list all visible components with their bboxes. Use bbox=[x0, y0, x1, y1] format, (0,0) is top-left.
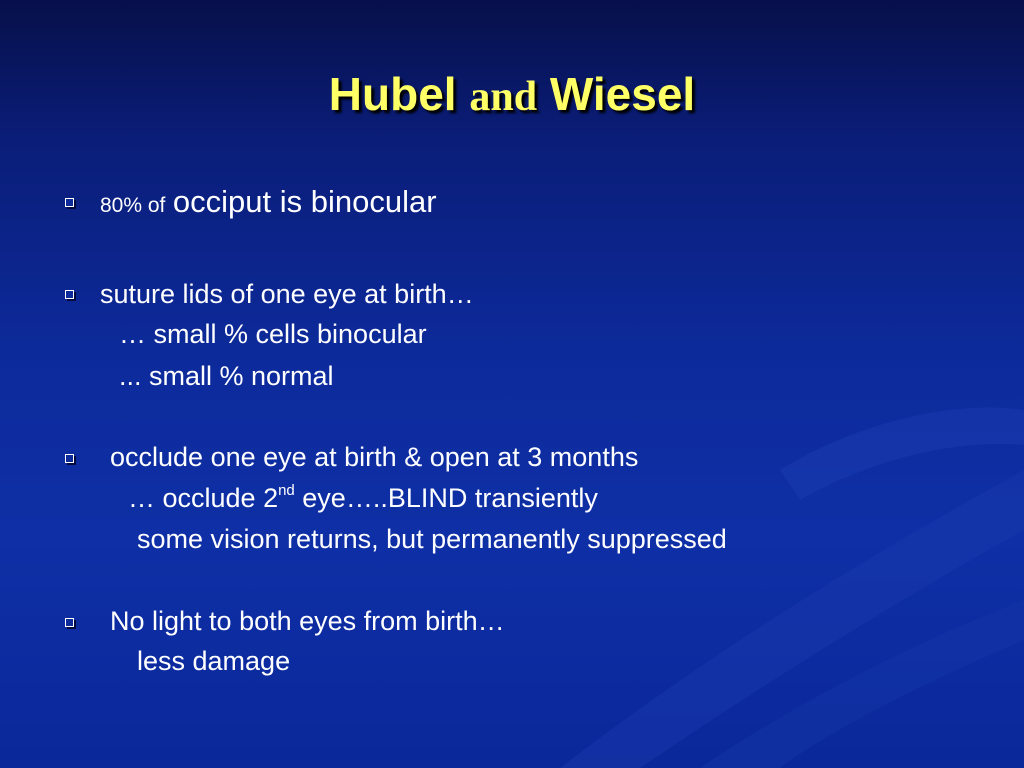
bullet-square-icon bbox=[65, 454, 74, 463]
bullet-3-line-3: some vision returns, but permanently suppressed bbox=[137, 524, 727, 554]
bullet-square-icon bbox=[65, 618, 74, 627]
bullet-2-line-3: ... small % normal bbox=[119, 361, 334, 391]
bullet-1-text: 80% of occiput is binocular bbox=[100, 184, 437, 219]
bullet-square-icon bbox=[65, 198, 74, 207]
slide-title: Hubel and Wiesel bbox=[328, 68, 696, 120]
bullet-square-icon bbox=[65, 290, 74, 299]
bullet-3-line-1: occlude one eye at birth & open at 3 months bbox=[110, 442, 639, 472]
bullet-2-line-2: … small % cells binocular bbox=[119, 319, 427, 349]
bullet-4-line-2: less damage bbox=[137, 646, 291, 676]
bullet-2-line-1: suture lids of one eye at birth… bbox=[100, 279, 474, 309]
bullet-3-line-2: … occlude 2nd eye…..BLIND transiently bbox=[128, 482, 598, 513]
bullet-4-line-1: No light to both eyes from birth… bbox=[110, 606, 505, 636]
